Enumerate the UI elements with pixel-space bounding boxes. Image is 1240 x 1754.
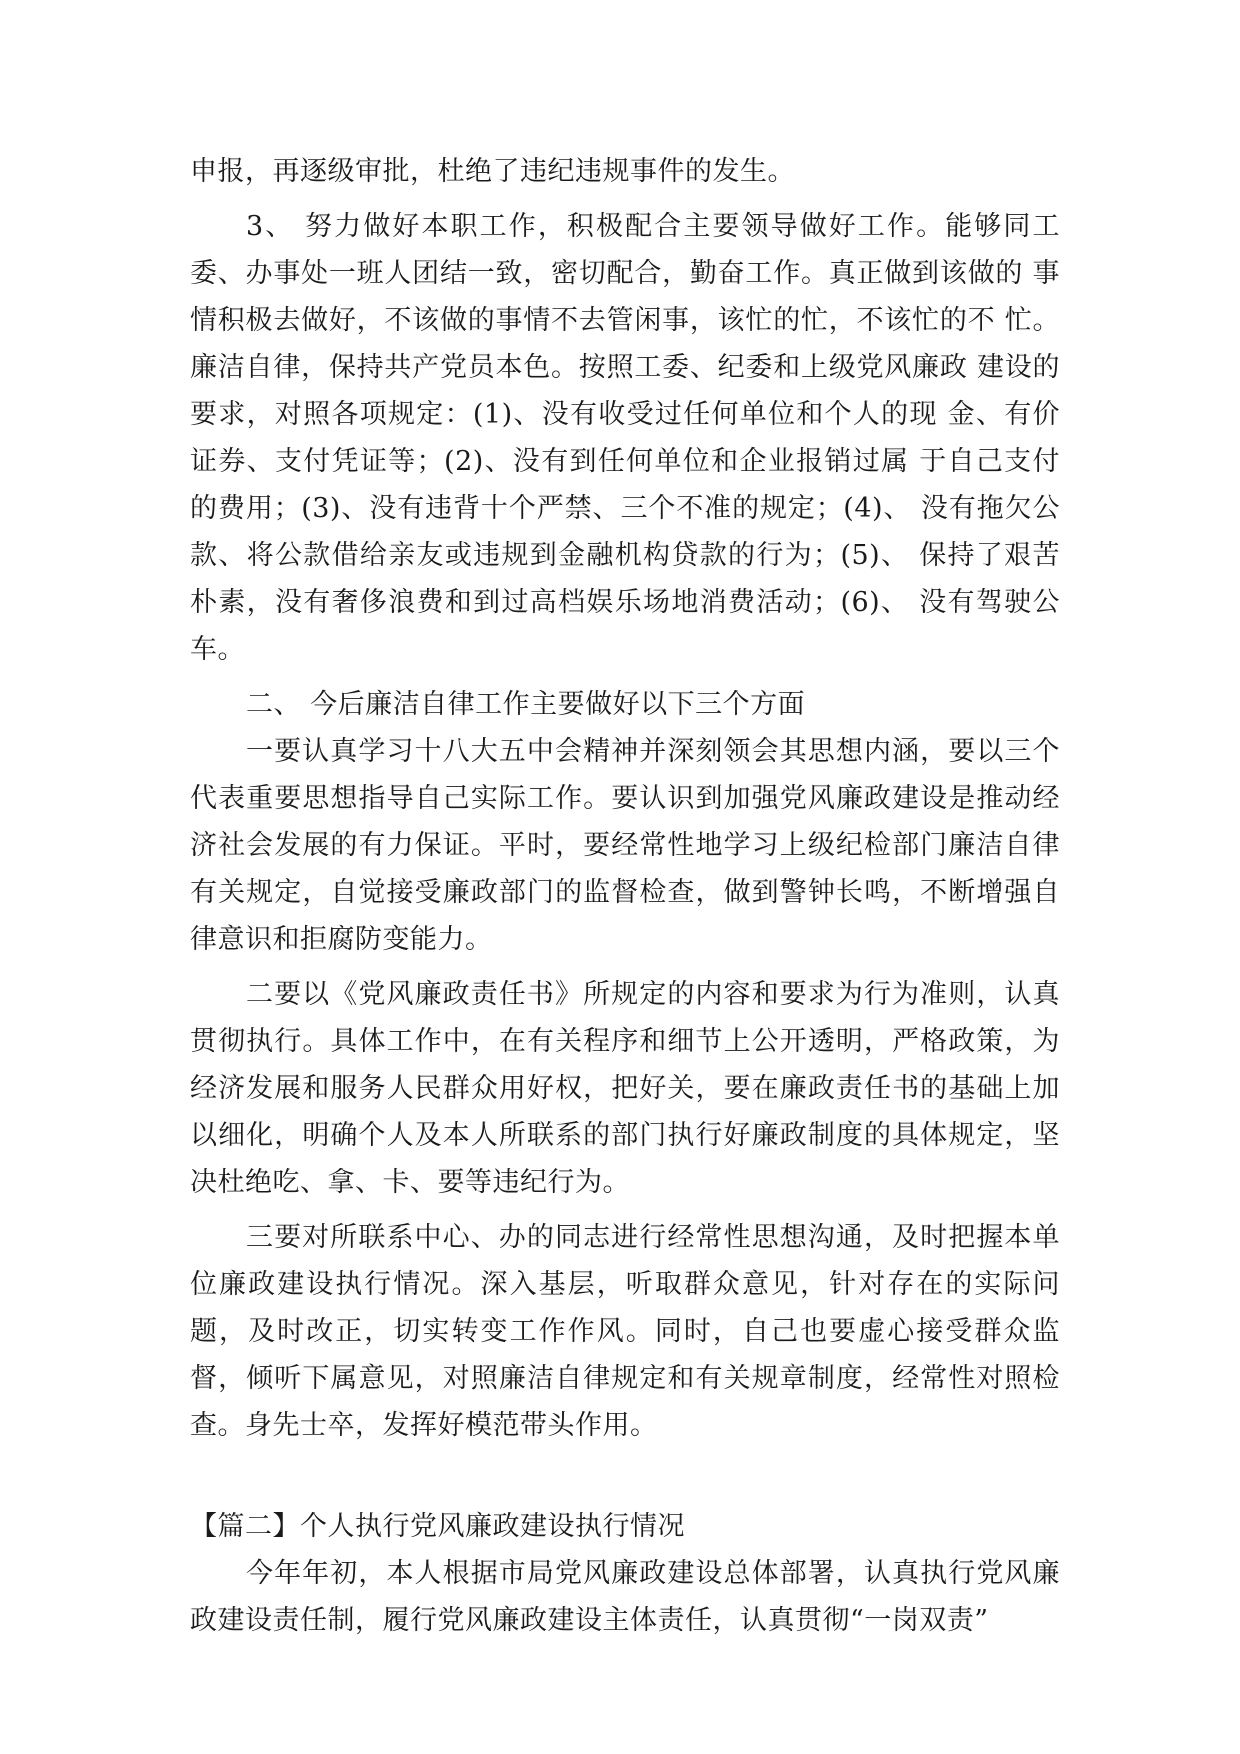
paragraph-continuation: 申报，再逐级审批，杜绝了违纪违规事件的发生。: [190, 156, 795, 187]
paragraph-item-3: 3、 努力做好本职工作，积极配合主要领导做好工作。能够同工 委、办事处一班人团结一致，密切配合，勤奋工作。真正做到该做的 事情积极去做好，不该做的事情不去管闲事，该忙的忙，不该忙的不 忙。廉洁自律，保持共产党员本色。按照工委、纪委和上级党风廉政 建设的要求，对照各项规定：(1)、没有收受过任何单位和个人的现 金、有价证券、支付凭证等；(2)、没有到任何单位和企业报销过属 于自己支付的费用；(3)、没有违背十个严禁、三个不准的规定；(4)、 没有拖欠公款、将公款借给亲友或违规到金融机构贷款的行为；(5)、 保持了艰苦朴素，没有奢侈浪费和到过高档娱乐场地消费活动；(6)、 没有驾驶公车。: [190, 211, 1060, 665]
document-body: [190, 148, 1060, 1644]
paragraph-point-one: 一要认真学习十八大五中会精神并深刻领会其思想内涵，要以三个代表重要思想指导自己实际工作。要认识到加强党风廉政建设是推动经济社会发展的有力保证。平时，要经常性地学习上级纪检部门廉洁自律有关规定，自觉接受廉政部门的监督检查，做到警钟长鸣，不断增强自律意识和拒腐防变能力。: [190, 736, 1060, 955]
paragraph-point-two: 二要以《党风廉政责任书》所规定的内容和要求为行为准则，认真贯彻执行。具体工作中，在有关程序和细节上公开透明，严格政策，为经济发展和服务人民群众用好权，把好关，要在廉政责任书的基础上加以细化，明确个人及本人所联系的部门执行好廉政制度的具体规定，坚决杜绝吃、拿、卡、要等违纪行为。: [190, 979, 1060, 1198]
article-two-paragraph: 今年年初，本人根据市局党风廉政建设总体部署，认真执行党风廉政建设责任制，履行党风廉政建设主体责任，认真贯彻“一岗双责”: [190, 1558, 1060, 1636]
heading-section-two: 二、 今后廉洁自律工作主要做好以下三个方面: [246, 689, 806, 720]
article-two-title: 【篇二】个人执行党风廉政建设执行情况: [190, 1511, 685, 1542]
paragraph-point-three: 三要对所联系中心、办的同志进行经常性思想沟通，及时把握本单位廉政建设执行情况。深入基层，听取群众意见，针对存在的实际问题，及时改正，切实转变工作作风。同时，自己也要虚心接受群众监督，倾听下属意见，对照廉洁自律规定和有关规章制度，经常性对照检查。身先士卒，发挥好模范带头作用。: [190, 1222, 1060, 1441]
